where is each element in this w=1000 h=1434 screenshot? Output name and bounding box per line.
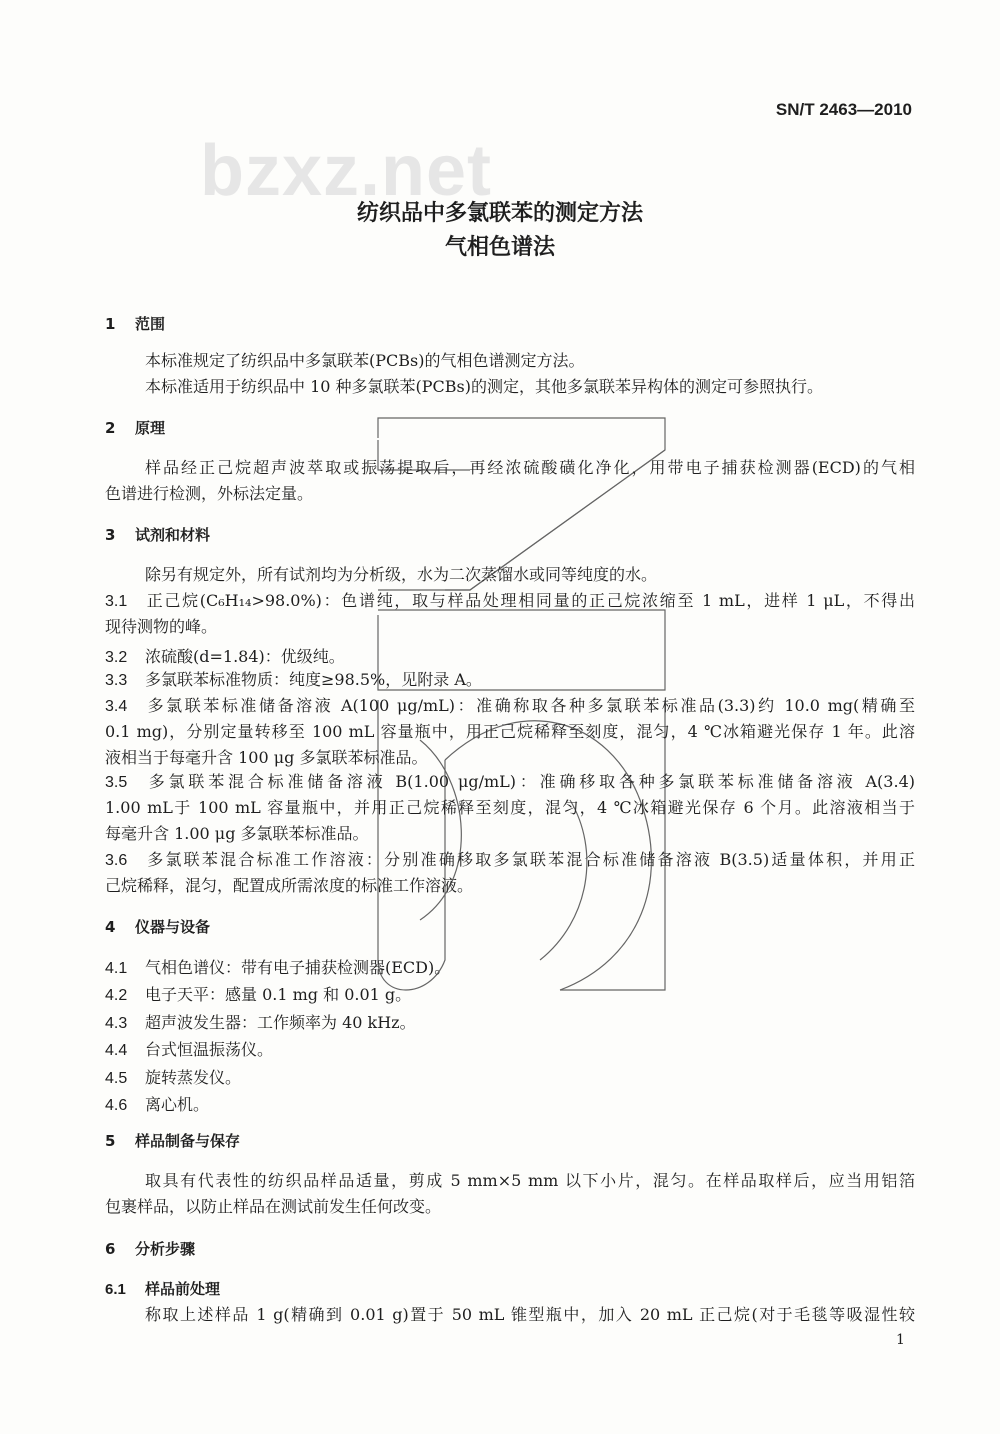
- paragraph: 0.1 mg)，分别定量转移至 100 mL 容量瓶中，用正己烷稀释至刻度，混匀，4 ℃冰箱避光保存 1 年。此溶: [105, 722, 915, 741]
- clause-3-5: 3.5 多氯联苯混合标准储备溶液 B(1.00 μg/mL)：准确移取各种多氯联苯标准储备溶液 A(3.4): [105, 772, 915, 791]
- paragraph: 包裹样品，以防止样品在测试前发生任何改变。: [105, 1197, 442, 1216]
- standard-number: SN/T 2463—2010: [775, 100, 912, 119]
- clause-4-5: 4.5 旋转蒸发仪。: [105, 1068, 242, 1087]
- clause-3-6: 3.6 多氯联苯混合标准工作溶液：分别准确移取多氯联苯混合标准储备溶液 B(3.5)适量体积，并用正: [105, 850, 915, 869]
- document-subtitle: 气相色谱法: [444, 235, 555, 260]
- clause-3-1: 3.1 正己烷(C₆H₁₄>98.0%)：色谱纯，取与样品处理相同量的正己烷浓缩至 1 mL，进样 1 μL，不得出: [105, 591, 915, 610]
- section-heading-4: 4 仪器与设备: [105, 918, 211, 936]
- paragraph: 1.00 mL于 100 mL 容量瓶中，并用正己烷稀释至刻度，混匀，4 ℃冰箱避光保存 6 个月。此溶液相当于: [105, 798, 915, 817]
- paragraph: 每毫升含 1.00 μg 多氯联苯标准品。: [105, 824, 369, 843]
- paragraph: 色谱进行检测，外标法定量。: [105, 484, 314, 503]
- paragraph: 现待测物的峰。: [105, 617, 218, 636]
- paragraph: 称取上述样品 1 g(精确到 0.01 g)置于 50 mL 锥型瓶中，加入 20 mL 正己烷(对于毛毯等吸湿性较: [145, 1305, 915, 1324]
- paragraph: 本标准规定了纺织品中多氯联苯(PCBs)的气相色谱测定方法。: [145, 351, 585, 370]
- watermark: bzxz.net: [200, 131, 493, 211]
- document-title: 纺织品中多氯联苯的测定方法: [356, 201, 643, 226]
- clause-3-3: 3.3 多氯联苯标准物质：纯度≥98.5%，见附录 A。: [105, 670, 482, 689]
- section-heading-1: 1 范围: [105, 315, 166, 333]
- section-heading-5: 5 样品制备与保存: [105, 1132, 241, 1150]
- paragraph: 样品经正己烷超声波萃取或振荡提取后，再经浓硫酸磺化净化，用带电子捕获检测器(ECD)的气相: [145, 458, 915, 477]
- paragraph: 本标准适用于纺织品中 10 种多氯联苯(PCBs)的测定，其他多氯联苯异构体的测定可参照执行。: [145, 377, 823, 396]
- page-number: 1: [896, 1332, 905, 1348]
- clause-4-3: 4.3 超声波发生器：工作频率为 40 kHz。: [105, 1013, 416, 1032]
- clause-3-4: 3.4 多氯联苯标准储备溶液 A(100 μg/mL)：准确称取各种多氯联苯标准品(3.3)约 10.0 mg(精确至: [105, 696, 915, 715]
- section-heading-3: 3 试剂和材料: [105, 526, 211, 544]
- paragraph: 除另有规定外，所有试剂均为分析级，水为二次蒸馏水或同等纯度的水。: [145, 565, 658, 584]
- clause-4-6: 4.6 离心机。: [105, 1095, 210, 1114]
- subsection-heading-6-1: 6.1 样品前处理: [105, 1280, 221, 1298]
- clause-4-1: 4.1 气相色谱仪：带有电子捕获检测器(ECD)。: [105, 958, 451, 977]
- section-heading-6: 6 分析步骤: [105, 1240, 196, 1258]
- paragraph: 己烷稀释，混匀，配置成所需浓度的标准工作溶液。: [105, 876, 474, 895]
- clause-4-4: 4.4 台式恒温振荡仪。: [105, 1040, 274, 1059]
- clause-4-2: 4.2 电子天平：感量 0.1 mg 和 0.01 g。: [105, 985, 412, 1004]
- section-heading-2: 2 原理: [105, 419, 166, 437]
- paragraph: 取具有代表性的纺织品样品适量，剪成 5 mm×5 mm 以下小片，混匀。在样品取样后，应当用铝箔: [145, 1171, 915, 1190]
- paragraph: 液相当于每毫升含 100 μg 多氯联苯标准品。: [105, 748, 428, 767]
- clause-3-2: 3.2 浓硫酸(d=1.84)：优级纯。: [105, 647, 345, 666]
